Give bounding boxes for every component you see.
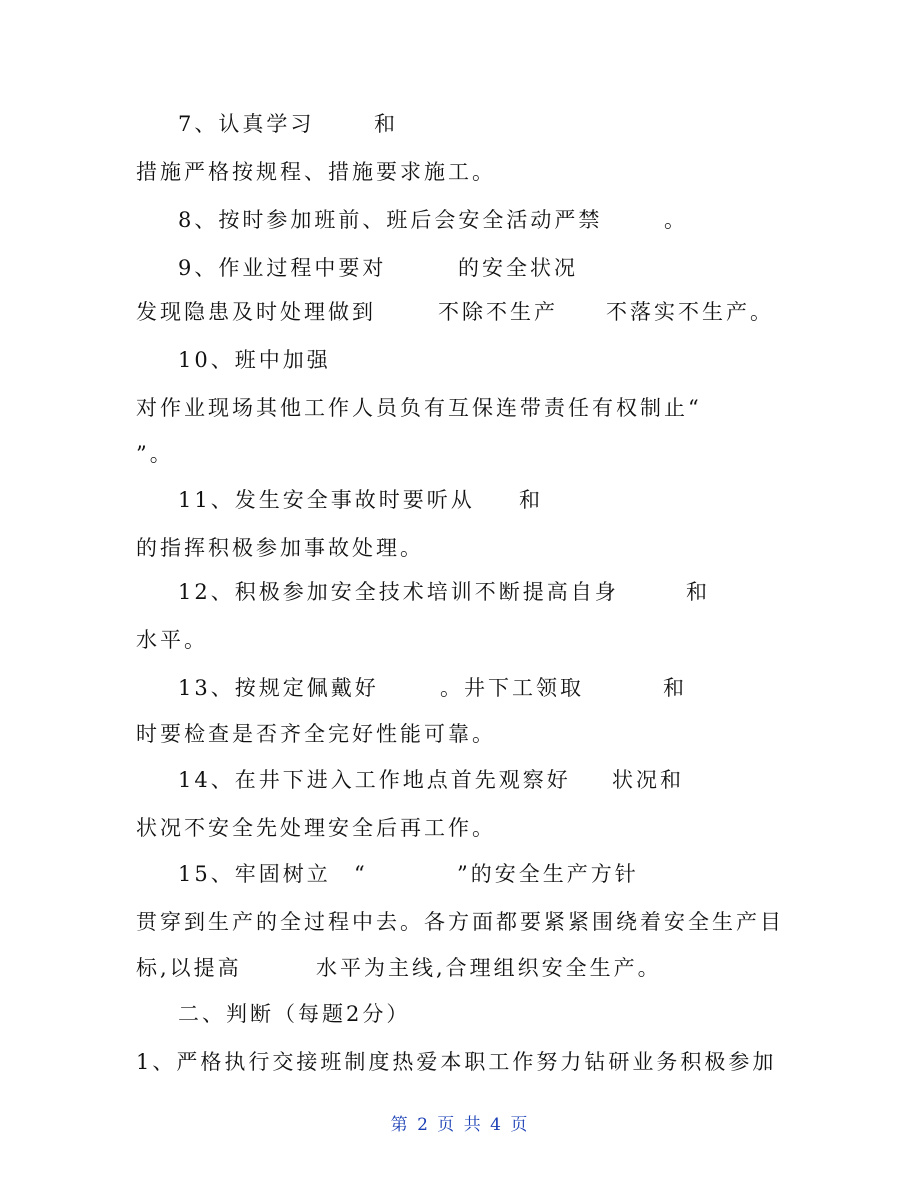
- text-seg: 和: [663, 676, 687, 700]
- text-seg: ”的安全生产方针: [457, 862, 639, 886]
- text-seg: 。: [664, 208, 688, 232]
- item-11-line-2: 的指挥积极参加事故处理。: [136, 536, 424, 560]
- item-7-line-1: [178, 110, 398, 138]
- text-seg: 9、作业过程中要对: [178, 256, 387, 280]
- item-9-line-2: [136, 298, 774, 326]
- item-7-line-2: 措施严格按规程、措施要求施工。: [136, 160, 496, 184]
- item-10-line-3: ”。: [136, 442, 174, 466]
- item-14-line-2: 状况不安全先处理安全后再工作。: [136, 816, 496, 840]
- text-seg: 12、积极参加安全技术培训不断提高自身: [178, 580, 619, 604]
- text-seg: 和: [519, 488, 543, 512]
- text-seg: 15、牢固树立: [178, 862, 331, 886]
- item-10-line-1: 10、班中加强: [178, 348, 331, 372]
- text-seg: 8、按时参加班前、班后会安全活动严禁: [178, 208, 603, 232]
- text-seg: 7、认真学习: [178, 112, 315, 136]
- item-12-line-1: [178, 578, 710, 606]
- text-seg: 和: [686, 580, 710, 604]
- item-8-line-1: [178, 206, 688, 234]
- text-seg: 11、发生安全事故时要听从: [178, 488, 475, 512]
- item-13-line-1: [178, 674, 687, 702]
- item-13-line-2: 时要检查是否齐全完好性能可靠。: [136, 722, 496, 746]
- text-seg: 14、在井下进入工作地点首先观察好: [178, 768, 571, 792]
- text-seg: 13、按规定佩戴好: [178, 676, 379, 700]
- judgment-item-1: 1、严格执行交接班制度热爱本职工作努力钻研业务积极参加: [136, 1050, 777, 1074]
- text-seg: 标,以提高: [136, 956, 242, 980]
- text-seg: 。井下工领取: [440, 676, 584, 700]
- text-seg: 状况和: [612, 768, 684, 792]
- text-seg: “: [354, 862, 368, 886]
- text-seg: 不除不生产: [438, 300, 558, 324]
- item-12-line-2: 水平。: [136, 628, 208, 652]
- text-seg: 不落实不生产。: [606, 300, 774, 324]
- page-number-footer: 第 2 页 共 4 页: [390, 1115, 530, 1135]
- text-seg: 水平为主线,合理组织安全生产。: [316, 956, 662, 980]
- text-seg: 的安全状况: [458, 256, 578, 280]
- text-seg: 发现隐患及时处理做到: [136, 300, 376, 324]
- item-10-line-2: 对作业现场其他工作人员负有互保连带责任有权制止“: [136, 396, 702, 420]
- item-15-line-3: [136, 954, 662, 982]
- section-heading-judgment: 二、判断（每题2分）: [178, 1002, 411, 1026]
- item-15-line-2: 贯穿到生产的全过程中去。各方面都要紧紧围绕着安全生产目: [136, 910, 784, 934]
- item-14-line-1: [178, 766, 684, 794]
- item-11-line-1: [178, 486, 543, 514]
- item-15-line-1: [178, 860, 639, 888]
- item-9-line-1: [178, 254, 578, 282]
- text-seg: 和: [374, 112, 398, 136]
